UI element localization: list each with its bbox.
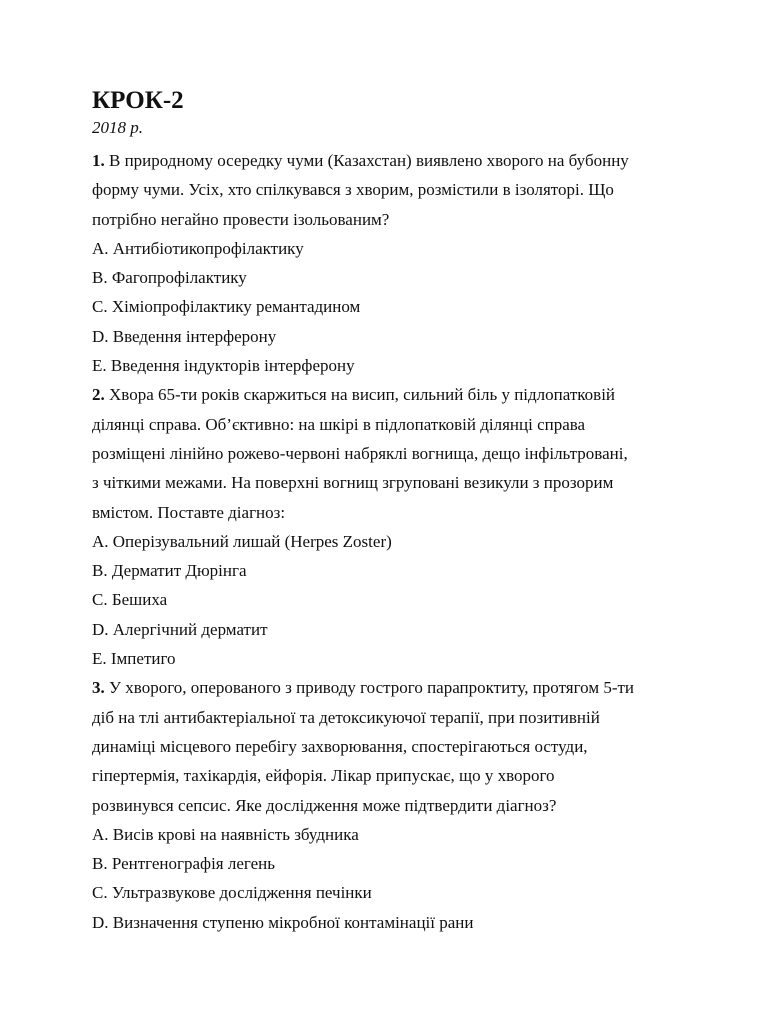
answer-option: C. Бешиха	[92, 590, 168, 610]
answer-option: B. Фагопрофілактику	[92, 268, 247, 288]
question-text: з чіткими межами. На поверхні вогнищ згруповані везикули з прозорим	[92, 473, 614, 493]
question-text: форму чуми. Усіх, хто спілкувався з хворим, розмістили в ізоляторі. Що	[92, 180, 614, 200]
question-text: Хвора 65-ти років скаржиться на висип, сильний біль у підлопатковій	[109, 385, 616, 405]
question-text-line	[92, 468, 692, 497]
question-text-line	[92, 498, 692, 527]
answer-option: A. Антибіотикопрофілактику	[92, 238, 304, 258]
answer-option: A. Оперізувальний лишай (Herpes Zoster)	[92, 531, 392, 551]
answer-option: E. Введення індукторів інтерферону	[92, 356, 355, 376]
question-text-line	[92, 732, 692, 761]
question-number: 1.	[92, 151, 105, 170]
question-number: 2.	[92, 385, 105, 405]
question-text-line	[92, 791, 692, 820]
answer-option: D. Визначення ступеню мікробної контамінації рани	[92, 912, 474, 932]
questions-body	[92, 146, 692, 937]
answer-option: D. Алергічний дерматит	[92, 619, 268, 639]
question-text-line	[92, 703, 692, 732]
question-2	[92, 380, 692, 673]
question-text-line	[92, 410, 692, 439]
question-text-line	[92, 761, 692, 790]
question-text: розвинувся сепсис. Яке дослідження може підтвердити діагноз?	[92, 795, 557, 815]
document-year: 2018 р.	[92, 118, 143, 137]
answer-option: C. Ультразвукове дослідження печінки	[92, 883, 372, 903]
answer-option: A. Висів крові на наявність збудника	[92, 824, 359, 844]
answer-option: C. Хіміопрофілактику ремантадином	[92, 297, 361, 317]
question-text-line	[92, 673, 692, 702]
question-text-line	[92, 175, 692, 204]
question-text-line	[92, 439, 692, 468]
question-number: 3.	[92, 678, 105, 698]
question-text-line	[92, 205, 692, 234]
question-text-line	[92, 146, 692, 175]
question-1	[92, 146, 692, 380]
question-text: У хворого, оперованого з приводу гострого парапроктиту, протягом 5-ти	[109, 678, 635, 698]
question-text: потрібно негайно провести ізольованим?	[92, 209, 390, 229]
question-text: вмістом. Поставте діагноз:	[92, 502, 286, 522]
question-text: гіпертермія, тахікардія, ейфорія. Лікар припускає, що у хворого	[92, 766, 555, 786]
question-text-line	[92, 380, 692, 409]
question-text: ділянці справа. Об’єктивно: на шкірі в підлопатковій ділянці справа	[92, 414, 586, 434]
question-3	[92, 673, 692, 937]
question-text: діб на тлі антибактеріальної та детоксикуючої терапії, при позитивній	[92, 707, 600, 727]
document-title: КРОК-2	[92, 87, 184, 114]
answer-option: B. Дерматит Дюрінга	[92, 561, 247, 581]
question-text: розміщені лінійно рожево-червоні набряклі вогнища, дещо інфільтровані,	[92, 443, 628, 463]
answer-option: E. Імпетиго	[92, 649, 176, 669]
answer-option: B. Рентгенографія легень	[92, 854, 276, 874]
question-text: В природному осередку чуми (Казахстан) виявлено хворого на бубонну	[109, 151, 629, 170]
question-text: динаміці місцевого перебігу захворювання, спостерігаються остуди,	[92, 736, 588, 756]
answer-option: D. Введення інтерферону	[92, 326, 277, 346]
